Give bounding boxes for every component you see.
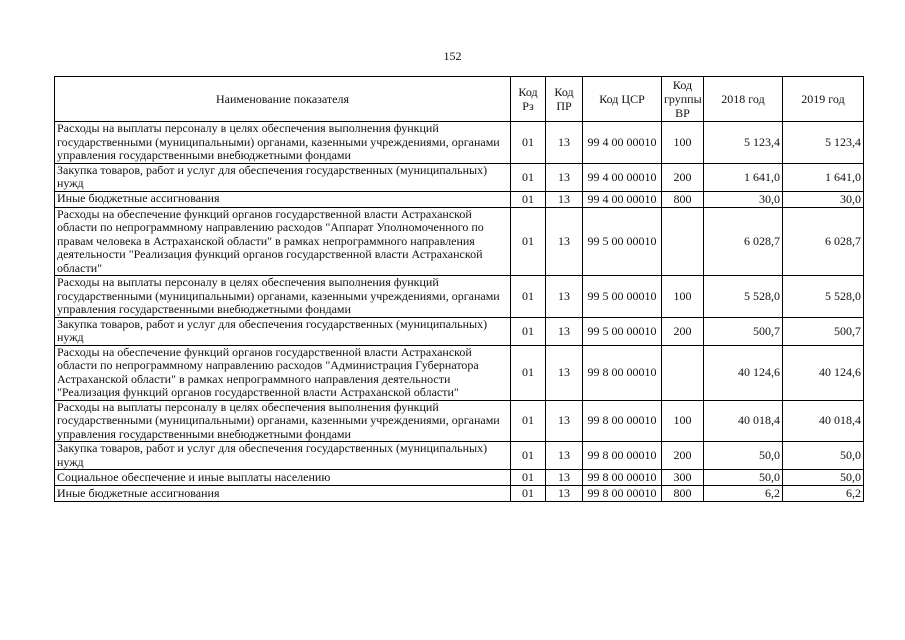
cell-pr: 13 xyxy=(546,191,583,207)
cell-2019: 6 028,7 xyxy=(783,207,864,276)
cell-2018: 6 028,7 xyxy=(704,207,783,276)
cell-pr: 13 xyxy=(546,486,583,502)
cell-2019: 50,0 xyxy=(783,470,864,486)
cell-vr: 200 xyxy=(662,163,704,191)
cell-rz: 01 xyxy=(511,207,546,276)
cell-name: Социальное обеспечение и иные выплаты населению xyxy=(55,470,511,486)
table-header xyxy=(55,77,864,122)
cell-rz: 01 xyxy=(511,442,546,470)
cell-csr: 99 8 00 00010 xyxy=(583,400,662,442)
table-row xyxy=(55,486,864,502)
table-row xyxy=(55,400,864,442)
cell-rz: 01 xyxy=(511,486,546,502)
cell-2019: 5 528,0 xyxy=(783,276,864,318)
header-rz: Код Рз xyxy=(511,77,546,122)
cell-vr: 200 xyxy=(662,442,704,470)
table-row xyxy=(55,163,864,191)
cell-rz: 01 xyxy=(511,400,546,442)
cell-vr: 300 xyxy=(662,470,704,486)
header-pr: Код ПР xyxy=(546,77,583,122)
table-row xyxy=(55,122,864,164)
cell-name: Закупка товаров, работ и услуг для обеспечения государственных (муниципальных) нужд xyxy=(55,317,511,345)
cell-2018: 1 641,0 xyxy=(704,163,783,191)
cell-vr: 200 xyxy=(662,317,704,345)
cell-rz: 01 xyxy=(511,163,546,191)
header-csr: Код ЦСР xyxy=(583,77,662,122)
cell-name: Иные бюджетные ассигнования xyxy=(55,191,511,207)
cell-csr: 99 5 00 00010 xyxy=(583,207,662,276)
cell-name: Расходы на выплаты персоналу в целях обеспечения выполнения функций государственными (муниципальными) органами, казенными учреждениями, органами управления государственными внебюджетными фондами xyxy=(55,276,511,318)
cell-name: Расходы на выплаты персоналу в целях обеспечения выполнения функций государственными (муниципальными) органами, казенными учреждениями, органами управления государственными внебюджетными фондами xyxy=(55,122,511,164)
cell-pr: 13 xyxy=(546,122,583,164)
header-2018: 2018 год xyxy=(704,77,783,122)
table-row xyxy=(55,276,864,318)
header-name: Наименование показателя xyxy=(55,77,511,122)
cell-rz: 01 xyxy=(511,317,546,345)
table-body xyxy=(55,122,864,502)
cell-csr: 99 8 00 00010 xyxy=(583,470,662,486)
cell-vr: 800 xyxy=(662,486,704,502)
cell-pr: 13 xyxy=(546,345,583,400)
table-row xyxy=(55,442,864,470)
cell-csr: 99 4 00 00010 xyxy=(583,163,662,191)
budget-table xyxy=(54,76,864,502)
table-row xyxy=(55,191,864,207)
cell-csr: 99 5 00 00010 xyxy=(583,276,662,318)
cell-2018: 500,7 xyxy=(704,317,783,345)
cell-2019: 1 641,0 xyxy=(783,163,864,191)
cell-vr xyxy=(662,345,704,400)
cell-2018: 50,0 xyxy=(704,470,783,486)
cell-2019: 30,0 xyxy=(783,191,864,207)
cell-2018: 30,0 xyxy=(704,191,783,207)
cell-pr: 13 xyxy=(546,400,583,442)
header-2019: 2019 год xyxy=(783,77,864,122)
cell-2019: 6,2 xyxy=(783,486,864,502)
cell-name: Закупка товаров, работ и услуг для обеспечения государственных (муниципальных) нужд xyxy=(55,442,511,470)
cell-2018: 5 123,4 xyxy=(704,122,783,164)
page-number: 152 xyxy=(443,49,462,63)
cell-2018: 5 528,0 xyxy=(704,276,783,318)
cell-vr: 100 xyxy=(662,122,704,164)
cell-rz: 01 xyxy=(511,345,546,400)
cell-name: Иные бюджетные ассигнования xyxy=(55,486,511,502)
cell-csr: 99 4 00 00010 xyxy=(583,191,662,207)
cell-2018: 50,0 xyxy=(704,442,783,470)
cell-name: Расходы на обеспечение функций органов государственной власти Астраханской области по непрограммному направлению расходов "Аппарат Уполномоченного по правам человека в Астраханской области" в рамках непрограммного направления деятельности "Реализация функций органов государственной власти Астраханской области" xyxy=(55,207,511,276)
cell-pr: 13 xyxy=(546,276,583,318)
cell-csr: 99 8 00 00010 xyxy=(583,442,662,470)
cell-rz: 01 xyxy=(511,191,546,207)
cell-name: Расходы на выплаты персоналу в целях обеспечения выполнения функций государственными (муниципальными) органами, казенными учреждениями, органами управления государственными внебюджетными фондами xyxy=(55,400,511,442)
header-row xyxy=(55,77,864,122)
header-vr: Код группы ВР xyxy=(662,77,704,122)
cell-vr: 100 xyxy=(662,276,704,318)
cell-2019: 50,0 xyxy=(783,442,864,470)
cell-pr: 13 xyxy=(546,163,583,191)
cell-pr: 13 xyxy=(546,317,583,345)
cell-name: Расходы на обеспечение функций органов государственной власти Астраханской области по непрограммному направлению расходов "Администрация Губернатора Астраханской области" в рамках непрограммного направления деятельности "Реализация функций органов государственной власти Астраханской области" xyxy=(55,345,511,400)
cell-rz: 01 xyxy=(511,122,546,164)
cell-2019: 500,7 xyxy=(783,317,864,345)
cell-rz: 01 xyxy=(511,470,546,486)
cell-csr: 99 4 00 00010 xyxy=(583,122,662,164)
cell-csr: 99 8 00 00010 xyxy=(583,486,662,502)
cell-vr: 100 xyxy=(662,400,704,442)
cell-vr xyxy=(662,207,704,276)
cell-2019: 40 124,6 xyxy=(783,345,864,400)
cell-2018: 40 018,4 xyxy=(704,400,783,442)
table-row xyxy=(55,470,864,486)
cell-csr: 99 5 00 00010 xyxy=(583,317,662,345)
cell-2019: 5 123,4 xyxy=(783,122,864,164)
cell-pr: 13 xyxy=(546,207,583,276)
cell-pr: 13 xyxy=(546,442,583,470)
cell-pr: 13 xyxy=(546,470,583,486)
cell-2018: 40 124,6 xyxy=(704,345,783,400)
cell-rz: 01 xyxy=(511,276,546,318)
cell-csr: 99 8 00 00010 xyxy=(583,345,662,400)
cell-2018: 6,2 xyxy=(704,486,783,502)
table-row xyxy=(55,207,864,276)
cell-2019: 40 018,4 xyxy=(783,400,864,442)
cell-vr: 800 xyxy=(662,191,704,207)
table-row xyxy=(55,317,864,345)
cell-name: Закупка товаров, работ и услуг для обеспечения государственных (муниципальных) нужд xyxy=(55,163,511,191)
table-row xyxy=(55,345,864,400)
